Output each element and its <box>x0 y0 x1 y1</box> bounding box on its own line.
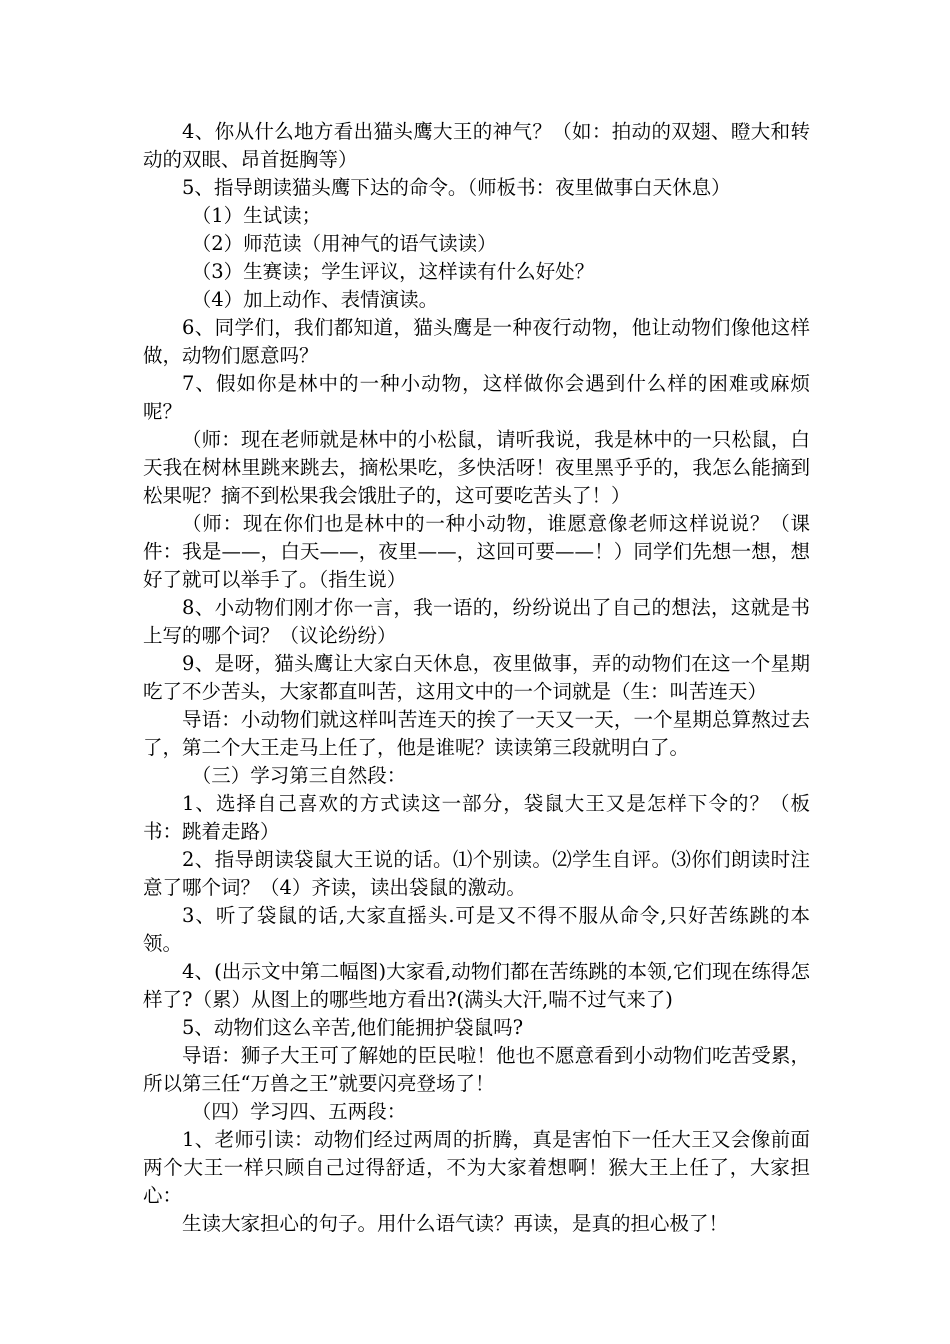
paragraph-s4-q1: 1、老师引读：动物们经过两周的折腾，真是害怕下一任大王又会像前面两个大王一样只顾自己过得舒适，不为大家着想啊！猴大王上任了，大家担心： <box>143 1128 810 1207</box>
paragraph-teacher-prompt: （师：现在你们也是林中的一种小动物，谁愿意像老师这样说说？（课件：我是——，白天——，夜里——，这回可要——！）同学们先想一想，想好了就可以举手了。（指生说） <box>143 512 810 591</box>
paragraph-s3-q5: 5、动物们这么辛苦,他们能拥护袋鼠吗? <box>182 1016 524 1039</box>
paragraph-s3-q3: 3、听了袋鼠的话,大家直摇头.可是又不得不服从命令,只好苦练跳的本领。 <box>143 904 810 955</box>
paragraph-step-1: （1）生试读； <box>191 204 322 227</box>
paragraph-s4-read: 生读大家担心的句子。用什么语气读？再读，是真的担心极了！ <box>182 1212 729 1235</box>
paragraph-teacher-squirrel: （师：现在老师就是林中的小松鼠，请听我说，我是林中的一只松鼠，白天我在树林里跳来跳去，摘松果吃，多快活呀！夜里黑乎乎的，我怎么能摘到松果呢？摘不到松果我会饿肚子的，这可要吃苦头了！） <box>143 428 810 507</box>
paragraph-q5: 5、指导朗读猫头鹰下达的命令。（师板书：夜里做事白天休息） <box>182 176 731 199</box>
paragraph-s3-q2: 2、指导朗读袋鼠大王说的话。⑴个别读。⑵学生自评。⑶你们朗读时注意了哪个词？（4）齐读，读出袋鼠的激动。 <box>143 848 810 899</box>
section-heading-4: （四）学习四、五两段： <box>191 1100 407 1123</box>
paragraph-guide-2: 导语：狮子大王可了解她的臣民啦！他也不愿意看到小动物们吃苦受累，所以第三任“万兽之王”就要闪亮登场了！ <box>143 1044 810 1095</box>
section-heading-3: （三）学习第三自然段： <box>191 764 407 787</box>
paragraph-q9: 9、是呀，猫头鹰让大家白天休息，夜里做事，弄的动物们在这一个星期吃了不少苦头，大家都直叫苦，这用文中的一个词就是（生：叫苦连天） <box>143 652 810 703</box>
paragraph-q7: 7、假如你是林中的一种小动物，这样做你会遇到什么样的困难或麻烦呢？ <box>143 372 810 423</box>
paragraph-guide-1: 导语：小动物们就这样叫苦连天的挨了一天又一天，一个星期总算熬过去了，第二个大王走马上任了，他是谁呢？读读第三段就明白了。 <box>143 708 810 759</box>
paragraph-s3-q4: 4、(出示文中第二幅图)大家看,动物们都在苦练跳的本领,它们现在练得怎样了?（累）从图上的哪些地方看出?(满头大汗,喘不过气来了) <box>143 960 810 1011</box>
document-page <box>143 118 810 1238</box>
paragraph-step-3: （3）生赛读；学生评议，这样读有什么好处？ <box>191 260 595 283</box>
paragraph-s3-q1: 1、选择自己喜欢的方式读这一部分，袋鼠大王又是怎样下令的？（板书：跳着走路） <box>143 792 810 843</box>
paragraph-step-2: （2）师范读（用神气的语气读读） <box>191 232 497 255</box>
paragraph-q4: 4、你从什么地方看出猫头鹰大王的神气？（如：拍动的双翅、瞪大和转动的双眼、昂首挺胸等） <box>143 120 810 171</box>
paragraph-step-4: （4）加上动作、表情演读。 <box>191 288 439 311</box>
paragraph-q8: 8、小动物们刚才你一言，我一语的，纷纷说出了自己的想法，这就是书上写的哪个词？（议论纷纷） <box>143 596 810 647</box>
paragraph-q6: 6、同学们，我们都知道，猫头鹰是一种夜行动物，他让动物们像他这样做，动物们愿意吗？ <box>143 316 810 367</box>
